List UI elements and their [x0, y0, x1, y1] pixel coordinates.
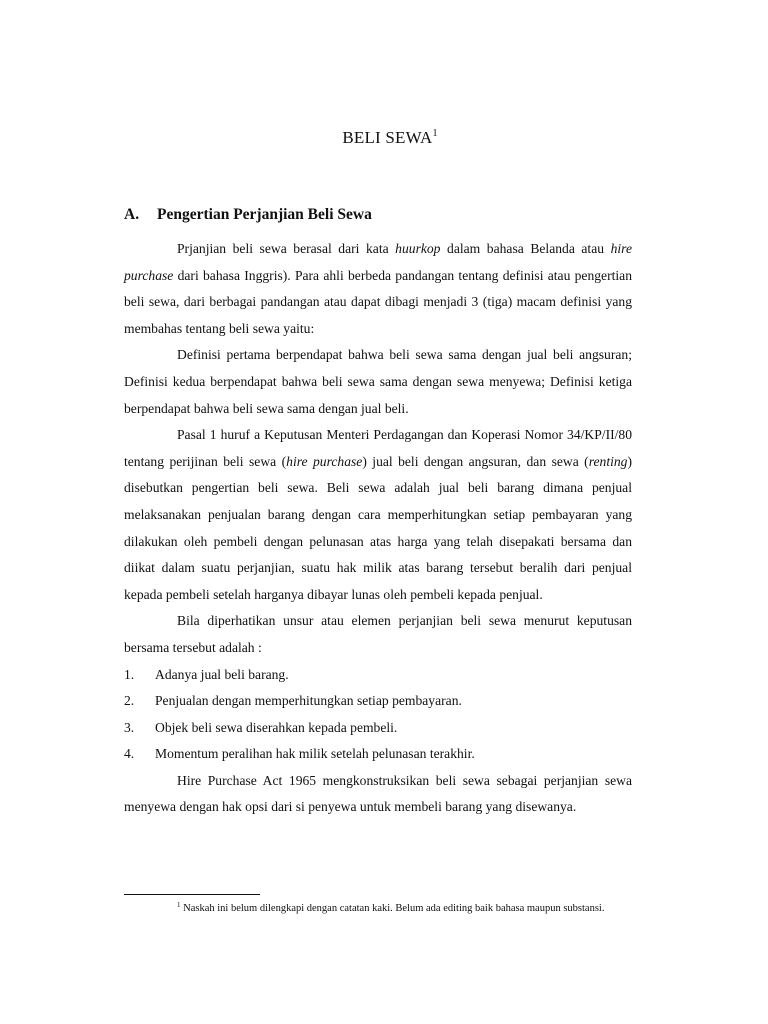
- title-text: BELI SEWA: [342, 128, 433, 147]
- p1-italic-huurkop: huurkop: [395, 241, 441, 256]
- footnote: [124, 897, 632, 917]
- list-item-number: 2.: [124, 693, 135, 709]
- list-item-text: Adanya jual beli barang.: [155, 666, 289, 682]
- list-item-number: 4.: [124, 746, 135, 762]
- p3-text-c: ) jual beli dengan angsuran, dan sewa (: [362, 453, 589, 469]
- section-heading: [124, 206, 644, 224]
- p1-text-a: Prjanjian beli sewa berasal dari kata: [177, 241, 396, 256]
- list-item: [124, 715, 632, 742]
- page-title: [0, 128, 768, 148]
- footnote-text: Naskah ini belum dilengkapi dengan catatan kaki. Belum ada editing baik bahasa maupun substansi.: [180, 903, 605, 914]
- p1-text-e: dari bahasa Inggris). Para ahli berbeda pandangan tentang definisi atau pengertian beli sewa, dari berbagai pandangan atau dapat dibagi menjadi 3 (tiga) macam definisi yang membahas tentang beli sewa yaitu:: [124, 267, 632, 336]
- p1-text-c: dalam bahasa Belanda atau: [440, 241, 611, 256]
- paragraph-5: Hire Purchase Act 1965 mengkonstruksikan beli sewa sebagai perjanjian sewa menyewa dengan hak opsi dari si penyewa untuk membeli barang yang disewanya.: [124, 772, 632, 815]
- footnote-divider: [124, 894, 260, 895]
- p3-italic-renting: renting: [588, 453, 628, 469]
- section-letter: A.: [124, 206, 140, 223]
- list-item: [124, 741, 632, 768]
- title-footnote-marker: 1: [432, 128, 438, 139]
- list-item-text: Momentum peralihan hak milik setelah pelunasan terakhir.: [155, 746, 475, 762]
- paragraph-2: Definisi pertama berpendapat bahwa beli sewa sama dengan jual beli angsuran; Definisi kedua berpendapat bahwa beli sewa sama dengan sewa menyewa; Definisi ketiga berpendapat bahwa beli sewa sama dengan jual beli.: [124, 347, 632, 416]
- p3-italic-hire-purchase: hire purchase: [286, 453, 363, 469]
- paragraph-4: Bila diperhatikan unsur atau elemen perjanjian beli sewa menurut keputusan bersama tersebut adalah :: [124, 613, 632, 655]
- list-item: [124, 688, 632, 715]
- footnote-marker: 1: [177, 901, 181, 909]
- list-item-number: 1.: [124, 666, 135, 682]
- list-item-text: Penjualan dengan memperhitungkan setiap pembayaran.: [155, 693, 462, 709]
- p3-text-e: ) disebutkan pengertian beli sewa. Beli sewa adalah jual beli barang dimana penjual melaksanakan penjualan barang dengan cara memperhitungkan setiap pembayaran yang dilakukan oleh pembeli dengan pelunasan atas harga yang telah disepakati bersama dan diikat dalam suatu perjanjian, suatu hak milik atas barang tersebut beralih dari penjual kepada pembeli setelah harganya dibayar lunas oleh pembeli kepada penjual.: [124, 453, 633, 602]
- paragraph-1: [124, 236, 632, 342]
- p3-text-a: Pasal 1 huruf a Keputusan Menteri Perdagangan dan Koperasi Nomor 34/KP/II/80 tentang perijinan beli sewa (: [124, 427, 632, 469]
- element-list: [124, 662, 632, 768]
- list-item-number: 3.: [124, 719, 135, 735]
- section-heading-text: Pengertian Perjanjian Beli Sewa: [157, 206, 372, 223]
- p1-italic-hire-purchase: hire purchase: [124, 241, 632, 283]
- body-text: [124, 236, 632, 821]
- list-item-text: Objek beli sewa diserahkan kepada pembeli.: [155, 719, 398, 735]
- list-item: [124, 662, 632, 689]
- paragraph-3: [124, 422, 632, 608]
